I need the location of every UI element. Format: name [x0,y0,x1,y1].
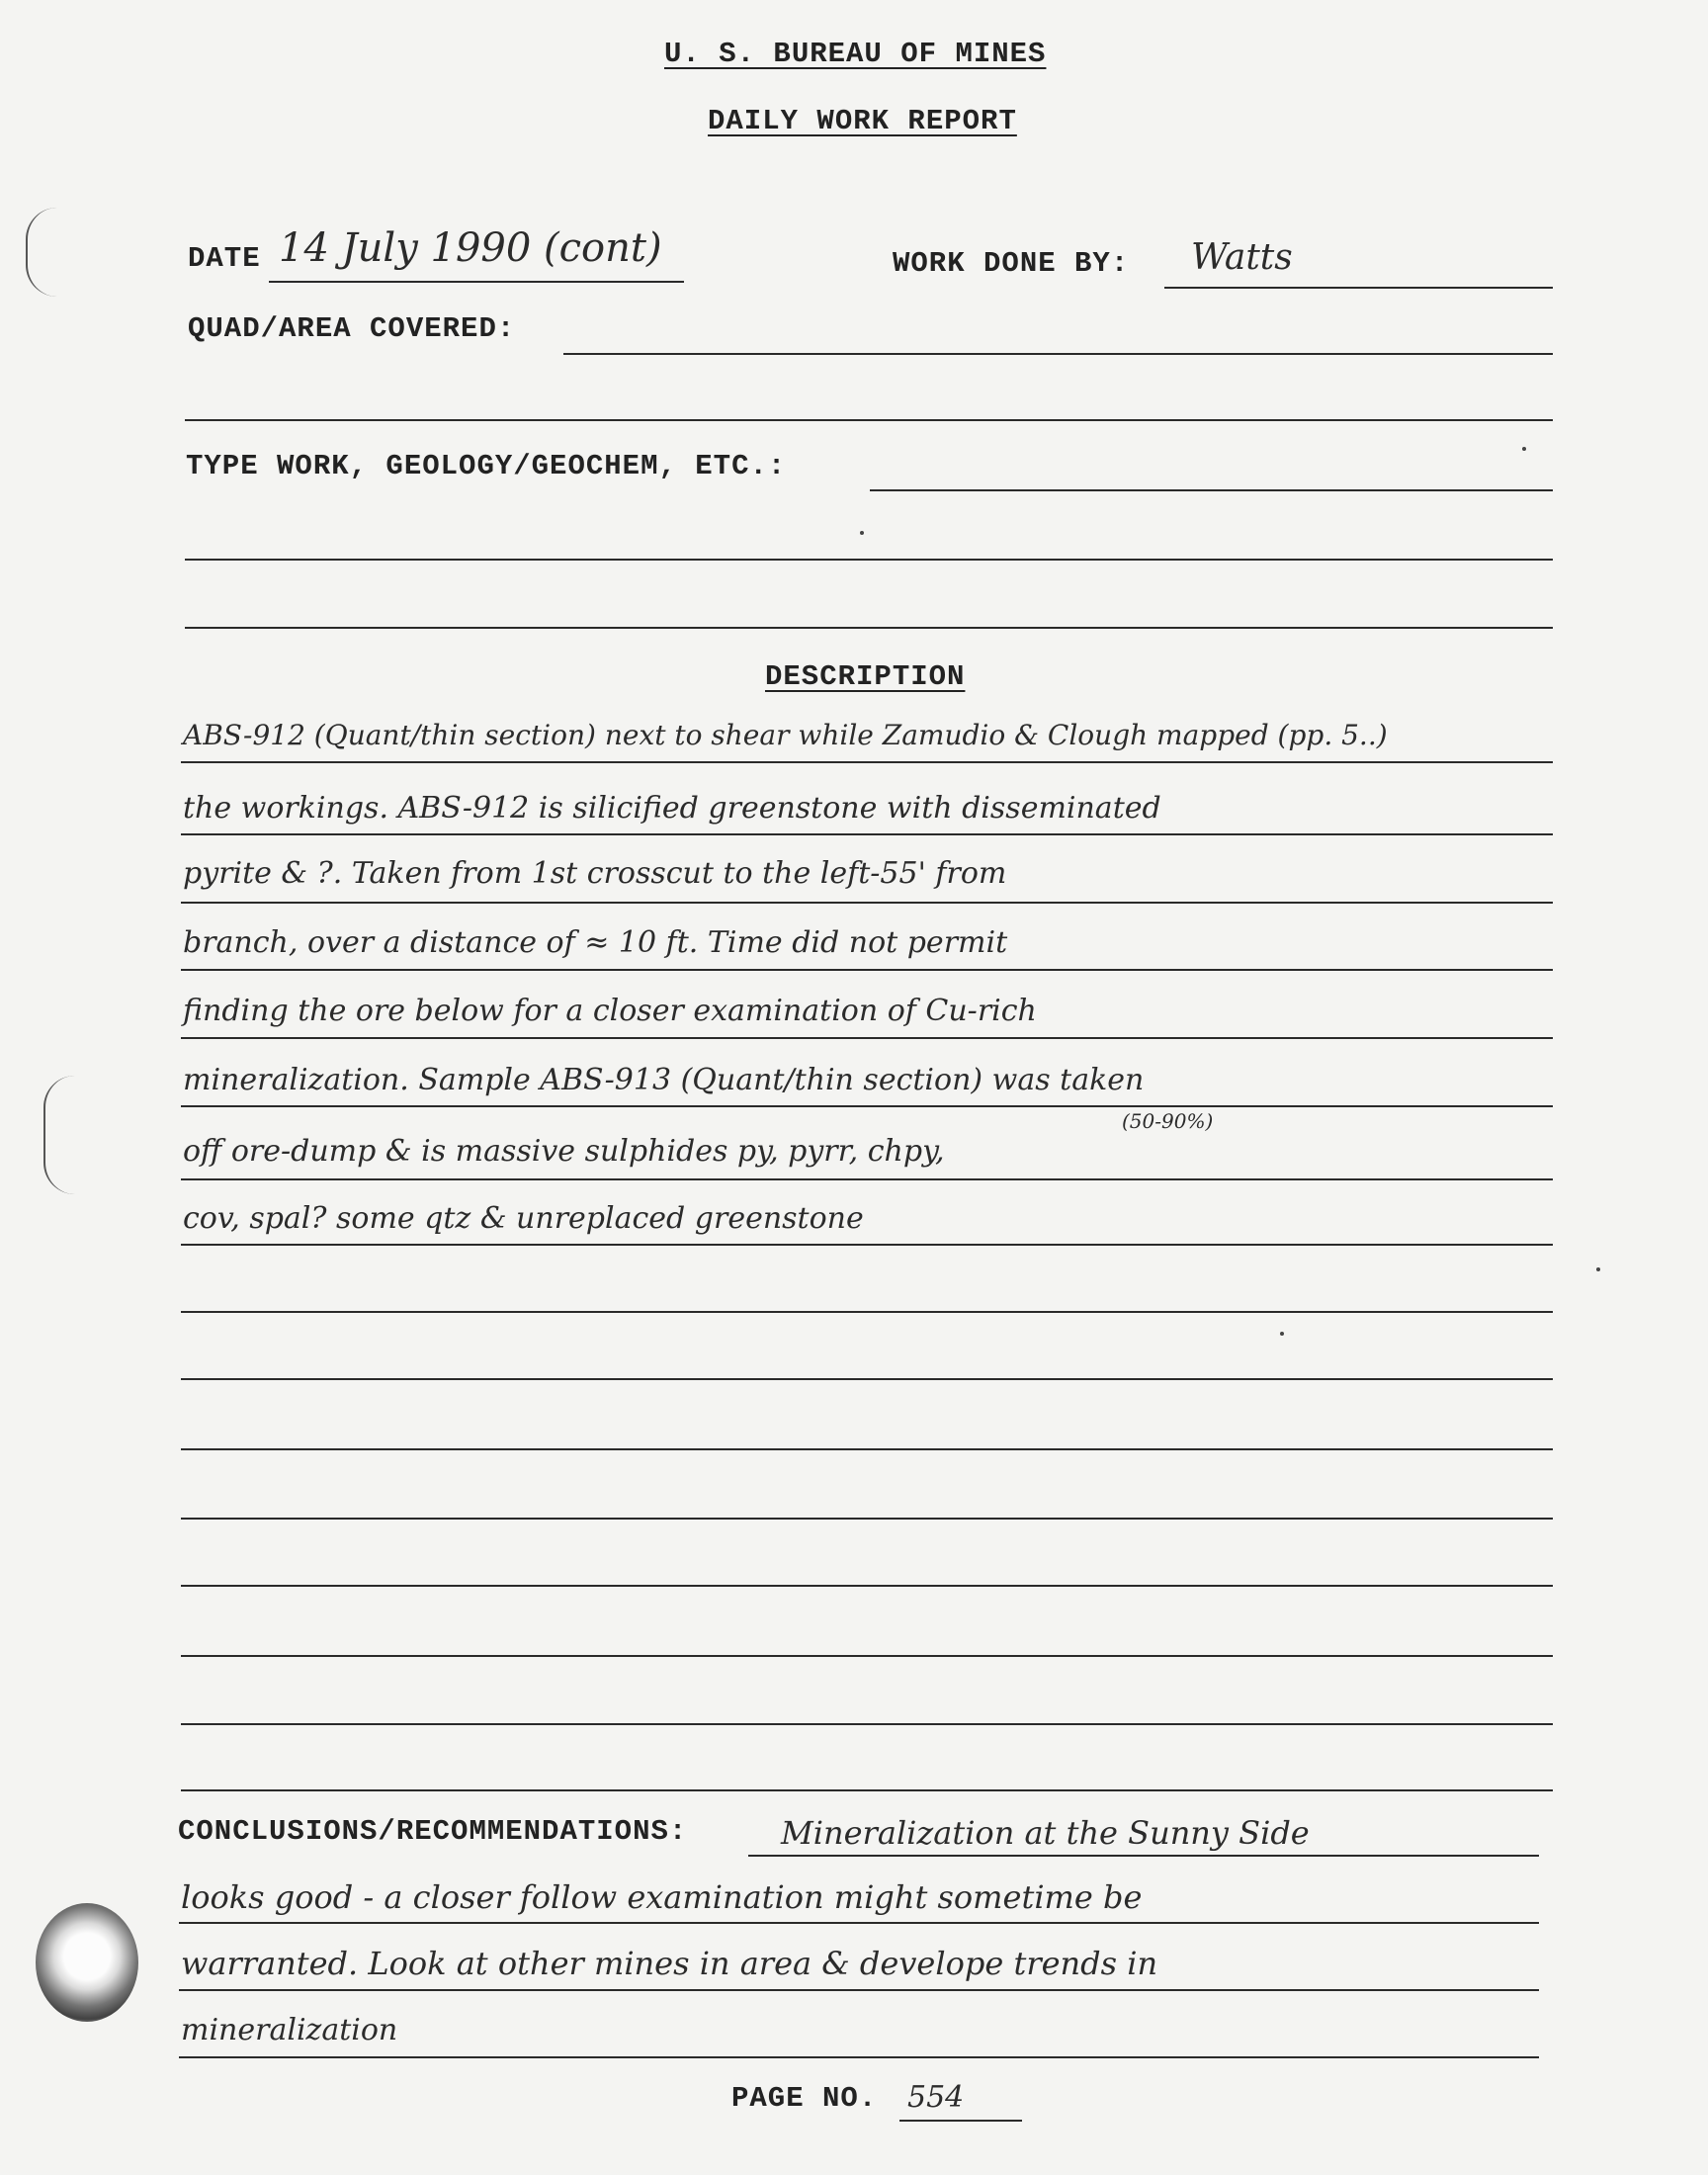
paper-speck-2 [860,531,864,535]
conclusions-rule-4 [179,2056,1539,2058]
description-rule-1 [181,761,1553,763]
description-rule-6 [181,1105,1553,1107]
margin-bracket-bottom [43,1076,75,1194]
description-rule-2 [181,833,1553,835]
description-rule-7 [181,1178,1553,1180]
date-line [269,281,684,283]
description-line-6: mineralization. Sample ABS-913 (Quant/thin section) was taken [183,1063,1145,1097]
agency-title: U. S. BUREAU OF MINES [664,38,1047,70]
conclusions-line-1: Mineralization at the Sunny Side [781,1814,1310,1852]
description-rule-8 [181,1244,1553,1246]
description-rule-4 [181,969,1553,971]
type-work-line-2 [185,559,1553,561]
type-work-label: TYPE WORK, GEOLOGY/GEOCHEM, ETC.: [186,450,787,482]
margin-bracket-top [26,208,57,297]
blank-rule-2 [181,1378,1553,1380]
conclusions-rule-1 [748,1855,1539,1857]
quad-area-line-1 [563,353,1553,355]
blank-rule-1 [181,1311,1553,1313]
description-line-1: ABS-912 (Quant/thin section) next to shear while Zamudio & Clough mapped (pp. 5..) [183,719,1388,751]
conclusions-rule-3 [179,1989,1539,1991]
conclusions-label: CONCLUSIONS/RECOMMENDATIONS: [178,1815,688,1848]
blank-rule-6 [181,1655,1553,1657]
conclusions-rule-2 [179,1922,1539,1924]
paper-speck-1 [1522,447,1526,451]
punch-hole [36,1903,138,2022]
blank-rule-3 [181,1448,1553,1450]
work-done-by-line [1164,287,1553,289]
type-work-line-1 [870,489,1553,491]
date-value: 14 July 1990 (cont) [279,225,662,271]
work-done-by-value: Watts [1191,237,1293,278]
page-number-line [899,2120,1022,2122]
work-done-by-label: WORK DONE BY: [893,247,1130,280]
report-title: DAILY WORK REPORT [708,105,1017,137]
blank-rule-7 [181,1723,1553,1725]
description-line-3: pyrite & ?. Taken from 1st crosscut to the left-55' from [183,856,1007,891]
description-rule-3 [181,902,1553,904]
description-line-8: cov, spal? some qtz & unreplaced greenstone [183,1201,864,1236]
conclusions-line-4: mineralization [181,2013,398,2047]
type-work-line-3 [185,627,1553,629]
quad-area-line-2 [185,419,1553,421]
conclusions-line-3: warranted. Look at other mines in area & develope trends in [181,1945,1158,1982]
paper-speck-4 [1596,1267,1600,1271]
conclusions-line-2: looks good - a closer follow examination might sometime be [181,1878,1143,1916]
description-line-7: off ore-dump & is massive sulphides py, pyrr, chpy, [183,1134,945,1169]
paper-speck-3 [1280,1332,1284,1336]
page-number-label: PAGE NO. [731,2082,878,2115]
description-rule-5 [181,1037,1553,1039]
date-label: DATE [188,242,261,275]
description-heading: DESCRIPTION [765,660,966,693]
page-number-value: 554 [907,2080,965,2115]
description-line-2: the workings. ABS-912 is silicified greenstone with disseminated [183,791,1161,826]
blank-rule-4 [181,1518,1553,1520]
description-line-5: finding the ore below for a closer examination of Cu-rich [183,994,1037,1028]
description-line-4: branch, over a distance of ≈ 10 ft. Time did not permit [183,925,1008,960]
quad-area-label: QUAD/AREA COVERED: [188,312,516,345]
blank-rule-5 [181,1585,1553,1587]
blank-rule-8 [181,1789,1553,1791]
sulphide-percent-annotation: (50-90%) [1122,1109,1214,1133]
